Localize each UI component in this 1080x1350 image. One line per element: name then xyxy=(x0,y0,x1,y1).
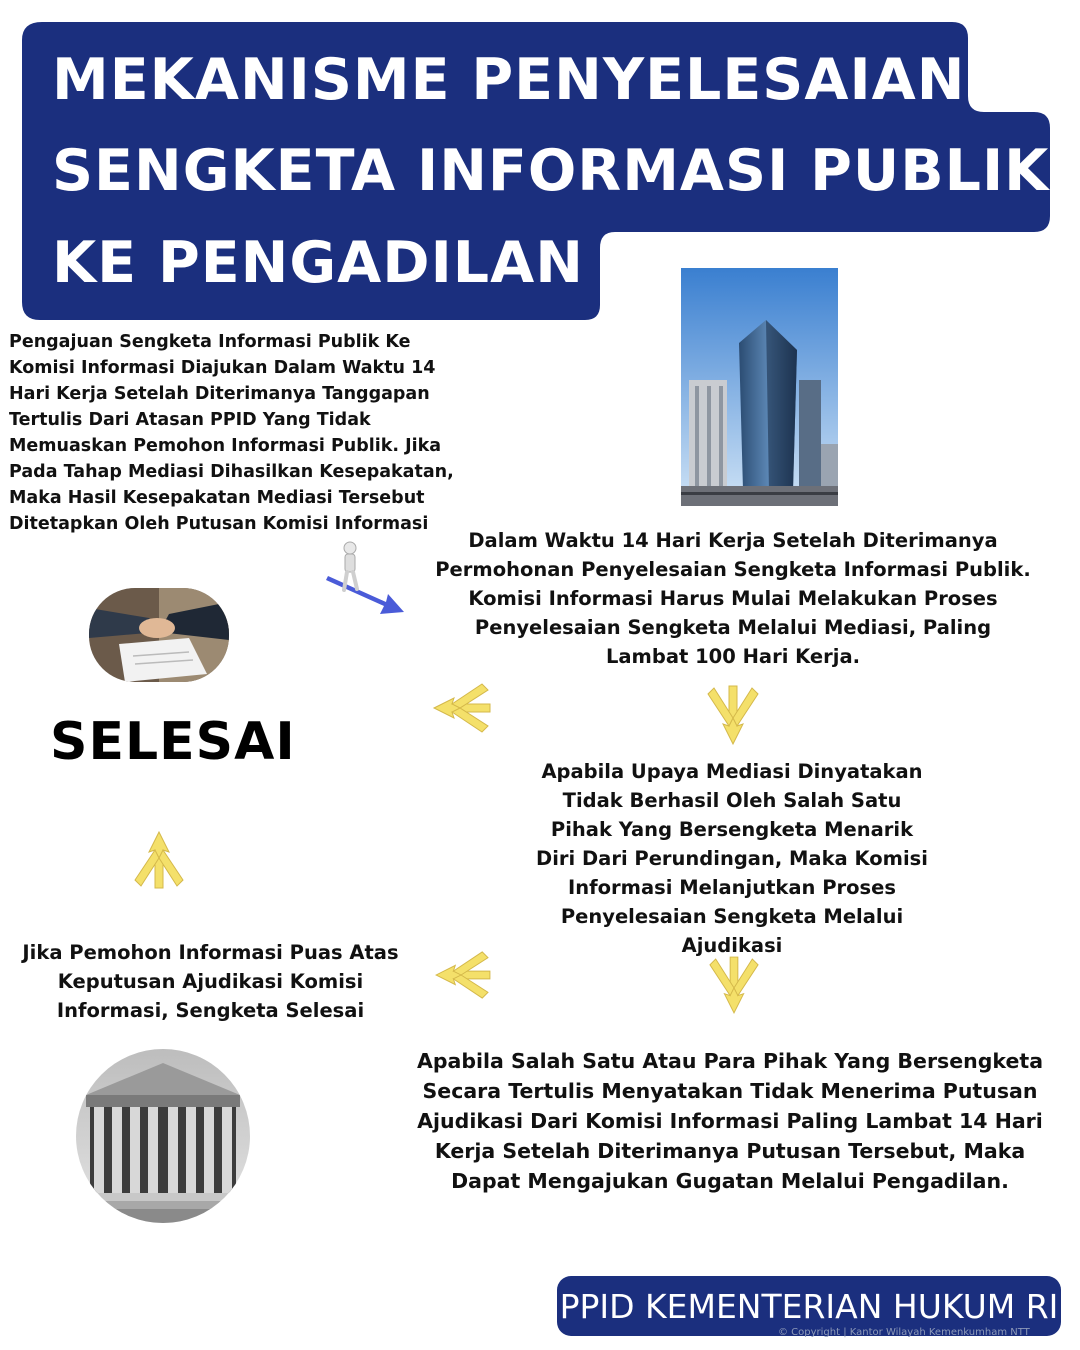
handshake-image xyxy=(89,588,229,682)
arrow-left-icon-2 xyxy=(432,950,494,1000)
arrow-down-icon xyxy=(706,684,760,746)
selesai-label: SELESAI xyxy=(50,712,296,772)
courthouse-image xyxy=(76,1049,250,1223)
court-step-text: Apabila Salah Satu Atau Para Pihak Yang Bersengketa Secara Tertulis Menyatakan Tidak Menerima Putusan Ajudikasi Dari Komisi Informasi Paling Lambat 14 Hari Kerja Setelah Diterimanya Putusan Tersebut, Maka Dapat Mengajukan Gugatan Melalui Pengadilan. xyxy=(416,1049,1044,1193)
title-line-1: MEKANISME PENYELESAIAN xyxy=(52,47,966,113)
arrow-up-icon xyxy=(133,830,185,890)
title-line-3: KE PENGADILAN xyxy=(52,230,584,296)
adjudication-step-text: Apabila Upaya Mediasi Dinyatakan Tidak Berhasil Oleh Salah Satu Pihak Yang Bersengketa Menarik Diri Dari Perundingan, Maka Komisi Informasi Melanjutkan Proses Penyelesaian Sengketa Melalui Ajudikasi xyxy=(536,760,928,957)
arrow-left-icon xyxy=(432,682,492,734)
arrow-down-icon-2 xyxy=(708,954,760,1016)
title-line-2: SENGKETA INFORMASI PUBLIK xyxy=(52,138,1050,204)
mediation-step-text: Dalam Waktu 14 Hari Kerja Setelah Diterimanya Permohonan Penyelesaian Sengketa Informasi Publik. Komisi Informasi Harus Mulai Melakukan Proses Penyelesaian Sengketa Melalui Mediasi, Paling Lambat 100 Hari Kerja. xyxy=(435,529,1031,668)
skyscraper-image xyxy=(681,268,838,506)
satisfied-step-text: Jika Pemohon Informasi Puas Atas Keputusan Ajudikasi Komisi Informasi, Sengketa Selesai xyxy=(22,941,399,1022)
copyright-text: © Copyright | Kantor Wilayah Kemenkumham NTT xyxy=(778,1327,1030,1338)
intro-paragraph: Pengajuan Sengketa Informasi Publik Ke Komisi Informasi Diajukan Dalam Waktu 14 Hari Kerja Setelah Diterimanya Tanggapan Tertulis Dari Atasan PPID Yang Tidak Memuaskan Pemohon Informasi Publik. Jika Pada Tahap Mediasi Dihasilkan Kesepakatan, Maka Hasil Kesepakatan Mediasi Tersebut Ditetapkan Oleh Putusan Komisi Informasi xyxy=(9,332,454,534)
footer-badge: PPID KEMENTERIAN HUKUM RI xyxy=(557,1276,1061,1336)
person-arrow-icon xyxy=(324,538,408,618)
